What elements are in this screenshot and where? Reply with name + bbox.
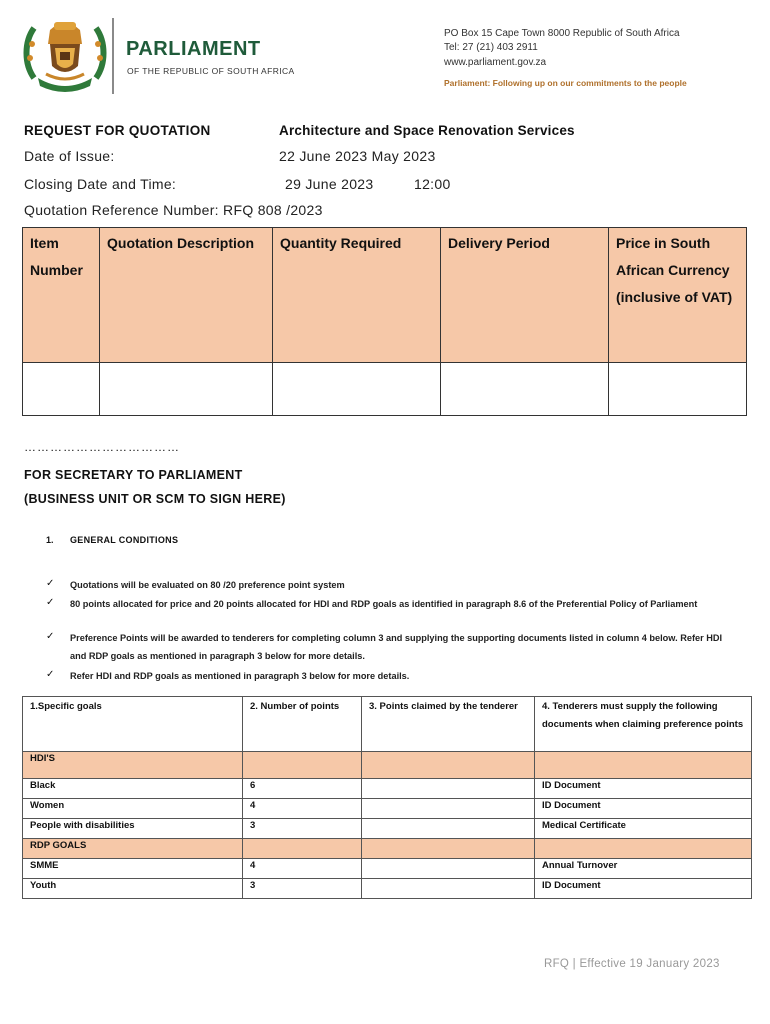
- col-documents: 4. Tenderers must supply the following documents when claiming preference points: [535, 697, 752, 752]
- tagline: Parliament: Following up on our commitments to the people: [444, 78, 687, 88]
- quotation-reference: Quotation Reference Number: RFQ 808 /2023: [24, 202, 323, 218]
- condition-bullet: 80 points allocated for price and 20 points allocated for HDI and RDP goals as identified in paragraph 8.6 of the Preferential Policy of Parliament: [70, 599, 698, 609]
- section-label: RDP GOALS: [23, 839, 243, 859]
- points-claimed-cell[interactable]: [362, 859, 535, 879]
- signatory-note: (BUSINESS UNIT OR SCM TO SIGN HERE): [24, 492, 286, 506]
- section-row-rdp: [23, 839, 752, 859]
- points-claimed-cell[interactable]: [362, 879, 535, 899]
- quotation-table: [22, 227, 747, 416]
- delivery-cell[interactable]: [441, 363, 609, 416]
- closing-time-value: 12:00: [414, 176, 451, 192]
- points-claimed-cell[interactable]: [362, 819, 535, 839]
- closing-date-label: Closing Date and Time:: [24, 176, 177, 192]
- issue-date-label: Date of Issue:: [24, 148, 115, 164]
- closing-date-value: 29 June 2023: [285, 176, 374, 192]
- points-claimed-cell[interactable]: [362, 779, 535, 799]
- section-number: 1.: [46, 535, 54, 545]
- col-quotation-description: Quotation Description: [100, 228, 273, 363]
- table-row: Black 6 ID Document: [23, 779, 752, 799]
- parliament-coat-of-arms-logo: [20, 14, 110, 96]
- signatory-title: FOR SECRETARY TO PARLIAMENT: [24, 468, 243, 482]
- condition-bullet: Refer HDI and RDP goals as mentioned in paragraph 3 below for more details.: [70, 671, 410, 681]
- goals-table-header: [23, 697, 752, 752]
- price-cell[interactable]: [609, 363, 747, 416]
- org-name: PARLIAMENT: [126, 38, 261, 60]
- points-claimed-cell[interactable]: [362, 799, 535, 819]
- org-subtitle: OF THE REPUBLIC OF SOUTH AFRICA: [127, 66, 295, 76]
- quotation-table-header: [23, 228, 747, 363]
- condition-bullet: Quotations will be evaluated on 80 /20 preference point system: [70, 580, 345, 590]
- phone-line: Tel: 27 (21) 403 2911: [444, 42, 538, 53]
- item-number-cell[interactable]: [23, 363, 100, 416]
- section-label: HDI'S: [23, 752, 243, 779]
- description-cell[interactable]: [100, 363, 273, 416]
- table-row: Women 4 ID Document: [23, 799, 752, 819]
- col-price: Price in South African Currency (inclusive of VAT): [609, 228, 747, 363]
- table-row: People with disabilities 3 Medical Certificate: [23, 819, 752, 839]
- table-row: Youth 3 ID Document: [23, 879, 752, 899]
- quotation-entry-row: [23, 363, 747, 416]
- quantity-cell[interactable]: [273, 363, 441, 416]
- page-footer: RFQ | Effective 19 January 2023: [544, 958, 720, 970]
- check-icon: ✓: [46, 597, 55, 608]
- signature-line: ………………………………: [24, 440, 180, 454]
- col-points-claimed: 3. Points claimed by the tenderer: [362, 697, 535, 752]
- header-divider: [112, 18, 114, 94]
- condition-bullet: Preference Points will be awarded to tenderers for completing column 3 and supplying the supporting documents listed in column 4 below. Refer HDI and RDP goals as mentioned in paragraph 3 below for more details.: [70, 633, 723, 661]
- col-delivery-period: Delivery Period: [441, 228, 609, 363]
- col-quantity-required: Quantity Required: [273, 228, 441, 363]
- preference-goals-table: [22, 696, 752, 899]
- website-line: www.parliament.gov.za: [444, 57, 547, 68]
- rfq-label: REQUEST FOR QUOTATION: [24, 123, 211, 138]
- section-title: GENERAL CONDITIONS: [70, 535, 179, 545]
- col-specific-goals: 1.Specific goals: [23, 697, 243, 752]
- address-line: PO Box 15 Cape Town 8000 Republic of South Africa: [444, 28, 680, 39]
- col-number-of-points: 2. Number of points: [243, 697, 362, 752]
- issue-date-value: 22 June 2023 May 2023: [279, 148, 436, 164]
- rfq-service-title: Architecture and Space Renovation Services: [279, 123, 575, 138]
- check-icon: ✓: [46, 669, 55, 680]
- check-icon: ✓: [46, 631, 55, 642]
- col-item-number: Item Number: [23, 228, 100, 363]
- check-icon: ✓: [46, 578, 55, 589]
- section-row-hdi: [23, 752, 752, 779]
- table-row: SMME 4 Annual Turnover: [23, 859, 752, 879]
